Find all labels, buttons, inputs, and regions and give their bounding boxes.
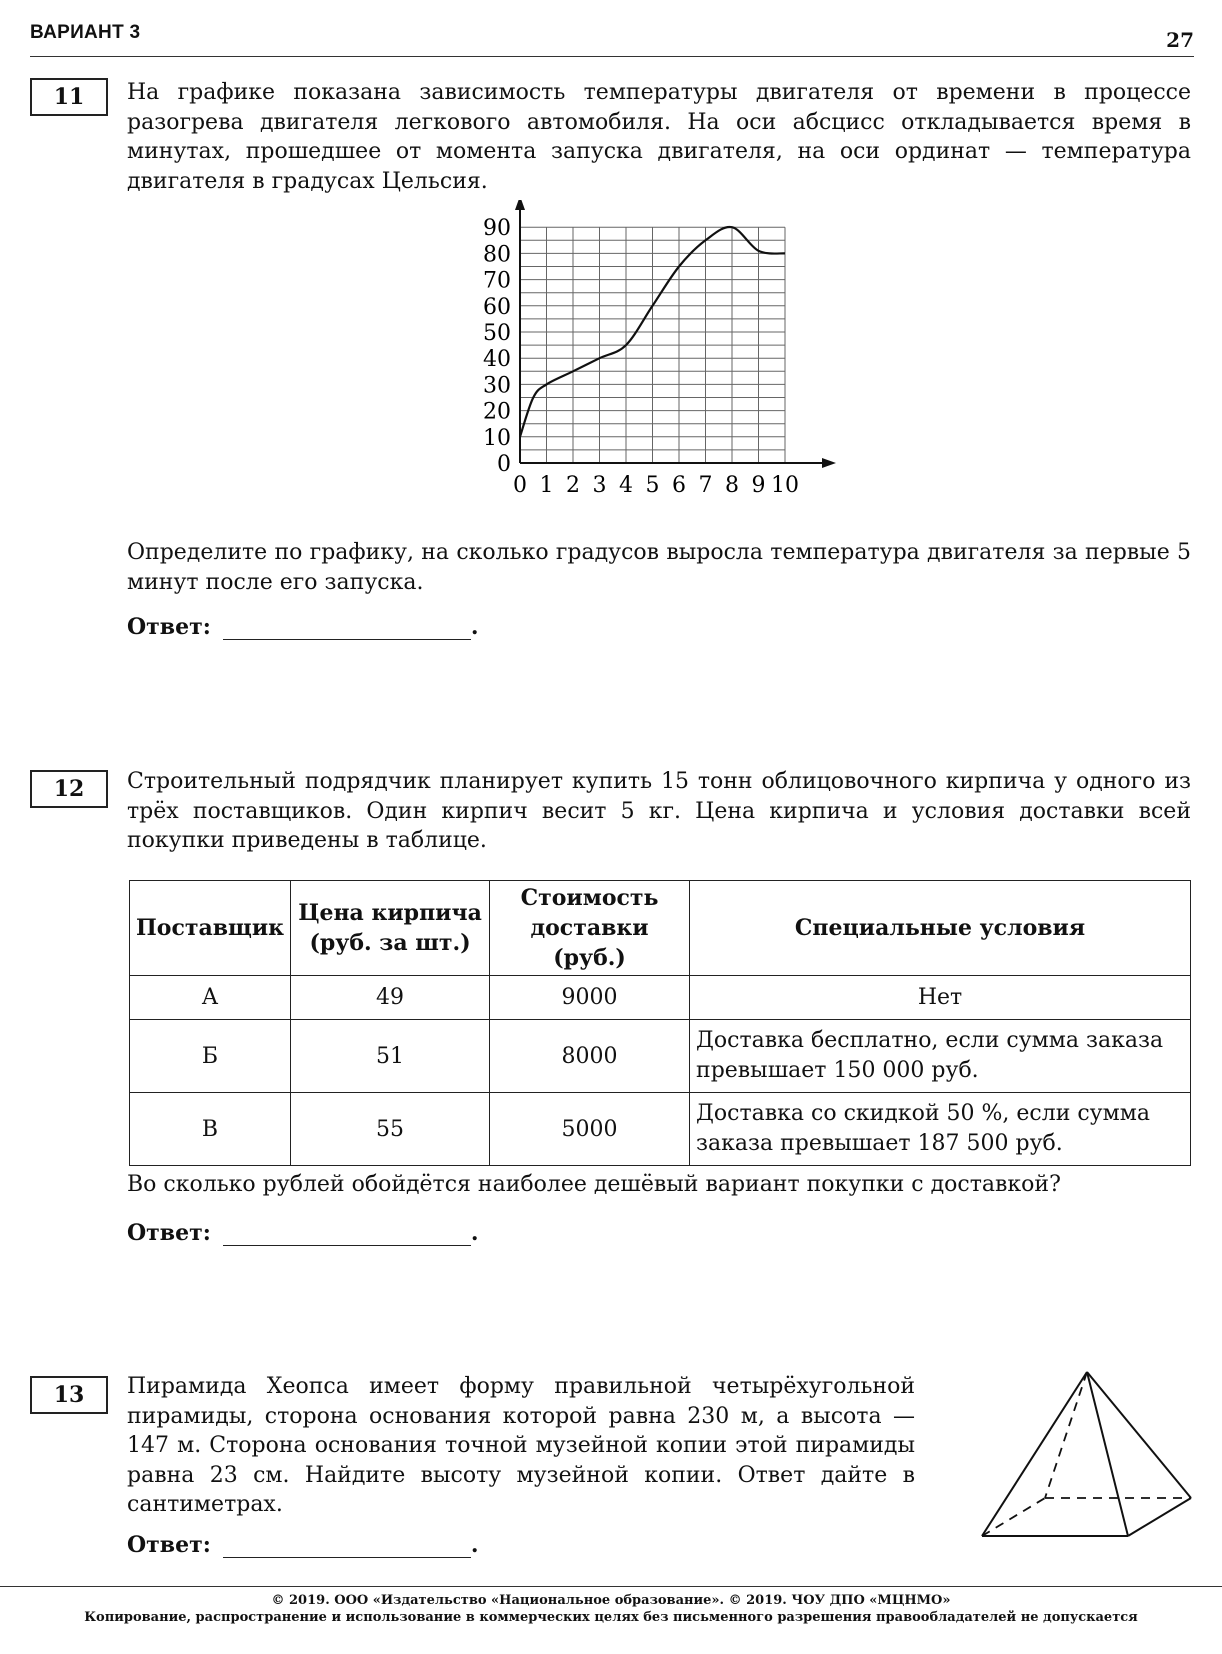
question-12-number: 12 <box>30 770 108 808</box>
suppliers-table <box>129 880 1191 1166</box>
cell-delivery: 9000 <box>490 976 690 1020</box>
cell-supplier: В <box>130 1093 291 1166</box>
y-tick-label: 20 <box>483 399 511 425</box>
table-row <box>130 1093 1191 1166</box>
question-13-answer <box>127 1532 479 1558</box>
footer-divider <box>0 1586 1222 1587</box>
pyramid-figure <box>970 1370 1210 1560</box>
question-12-text: Строительный подрядчик планирует купить 15 тонн облицовочного кирпича у одного из трёх поставщиков. Один кирпич весит 5 кг. Цена кирпича и условия доставки всей покупки приведены в таблице. <box>127 769 1191 853</box>
footer-line-1: © 2019. ООО «Издательство «Национальное образование». © 2019. ЧОУ ДПО «МЦНМО» <box>271 1593 951 1608</box>
chart-grid <box>520 227 785 463</box>
header-supplier: Поставщик <box>130 881 291 976</box>
answer-period: . <box>470 1220 479 1246</box>
header-price: Цена кирпича (руб. за шт.) <box>291 881 490 976</box>
x-tick-labels <box>513 473 799 498</box>
question-11-answer <box>127 614 479 640</box>
x-tick-label: 3 <box>592 473 607 498</box>
cell-delivery: 8000 <box>490 1020 690 1093</box>
answer-label: Ответ: <box>127 1220 211 1246</box>
y-tick-label: 60 <box>483 294 511 320</box>
y-axis-arrow <box>515 200 525 210</box>
y-tick-label: 90 <box>483 216 511 242</box>
question-11-text: На графике показана зависимость температуры двигателя от времени в процессе разогрева двигателя легкового автомобиля. На оси абсцисс откладывается время в минутах, прошедшее от момента запуска двигателя, на оси ординат — температура двигателя в градусах Цельсия. <box>127 80 1191 194</box>
question-13-text: Пирамида Хеопса имеет форму правильной четырёхугольной пирамиды, сторона основания которой равна 230 м, а высота — 147 м. Сторона основания точной музейной копии этой пирамиды равна 23 см. Найдите высоту музейной копии. Ответ дайте в сантиметрах. <box>127 1374 915 1517</box>
x-tick-label: 6 <box>672 473 686 498</box>
pyramid-edge <box>982 1372 1087 1536</box>
y-tick-label: 0 <box>497 452 511 477</box>
x-tick-label: 0 <box>513 473 527 498</box>
pyramid-hidden-edge <box>982 1498 1045 1536</box>
cell-delivery: 5000 <box>490 1093 690 1166</box>
y-tick-label: 10 <box>483 425 511 451</box>
question-11-prompt: Определите по графику, на сколько градусов выросла температура двигателя за первые 5 минут после его запуска. <box>127 540 1191 595</box>
cell-price: 55 <box>291 1093 490 1166</box>
pyramid-base-edge <box>1128 1498 1191 1536</box>
y-tick-label: 80 <box>483 242 511 268</box>
table-header-row <box>130 881 1191 976</box>
answer-period: . <box>470 614 479 640</box>
x-tick-label: 7 <box>698 473 713 498</box>
x-tick-label: 2 <box>566 473 580 498</box>
x-tick-label: 8 <box>725 473 739 498</box>
answer-label: Ответ: <box>127 1532 211 1558</box>
answer-blank[interactable] <box>223 1535 471 1558</box>
page-number: 27 <box>1166 28 1194 52</box>
x-tick-label: 5 <box>645 473 660 498</box>
cell-conditions: Доставка бесплатно, если сумма заказа превышает 150 000 руб. <box>690 1020 1191 1093</box>
x-tick-label: 1 <box>539 473 554 498</box>
y-tick-label: 70 <box>483 268 511 294</box>
temperature-chart <box>0 200 1222 500</box>
cell-supplier: Б <box>130 1020 291 1093</box>
question-12-answer <box>127 1220 479 1246</box>
cell-supplier: А <box>130 976 291 1020</box>
question-12-prompt: Во сколько рублей обойдётся наиболее дешёвый вариант покупки с доставкой? <box>127 1172 1061 1197</box>
y-tick-labels <box>483 216 511 477</box>
header-conditions: Специальные условия <box>690 881 1191 976</box>
cell-price: 51 <box>291 1020 490 1093</box>
cell-conditions: Доставка со скидкой 50 %, если сумма заказа превышает 187 500 руб. <box>690 1093 1191 1166</box>
answer-label: Ответ: <box>127 614 211 640</box>
header-delivery: Стоимость доставки (руб.) <box>490 881 690 976</box>
answer-blank[interactable] <box>223 617 471 640</box>
question-13-number: 13 <box>30 1376 108 1414</box>
question-11-number: 11 <box>30 78 108 116</box>
cell-conditions: Нет <box>690 976 1191 1020</box>
y-tick-label: 40 <box>483 347 511 373</box>
cell-price: 49 <box>291 976 490 1020</box>
footer-line-2: Копирование, распространение и использование в коммерческих целях без письменного разрешения правообладателей не допускается <box>84 1610 1138 1625</box>
copyright-footer <box>0 1592 1222 1626</box>
answer-blank[interactable] <box>223 1223 471 1246</box>
x-axis-arrow <box>822 458 836 468</box>
x-tick-label: 10 <box>771 473 799 498</box>
y-tick-label: 30 <box>483 373 511 399</box>
y-tick-label: 50 <box>483 321 511 346</box>
x-tick-label: 4 <box>619 473 633 498</box>
x-tick-label: 9 <box>751 473 766 498</box>
table-row <box>130 976 1191 1020</box>
table-row <box>130 1020 1191 1093</box>
answer-period: . <box>470 1532 479 1558</box>
pyramid-hidden-edge <box>1045 1372 1087 1498</box>
variant-label: ВАРИАНТ 3 <box>30 22 141 43</box>
header-divider <box>30 56 1194 57</box>
